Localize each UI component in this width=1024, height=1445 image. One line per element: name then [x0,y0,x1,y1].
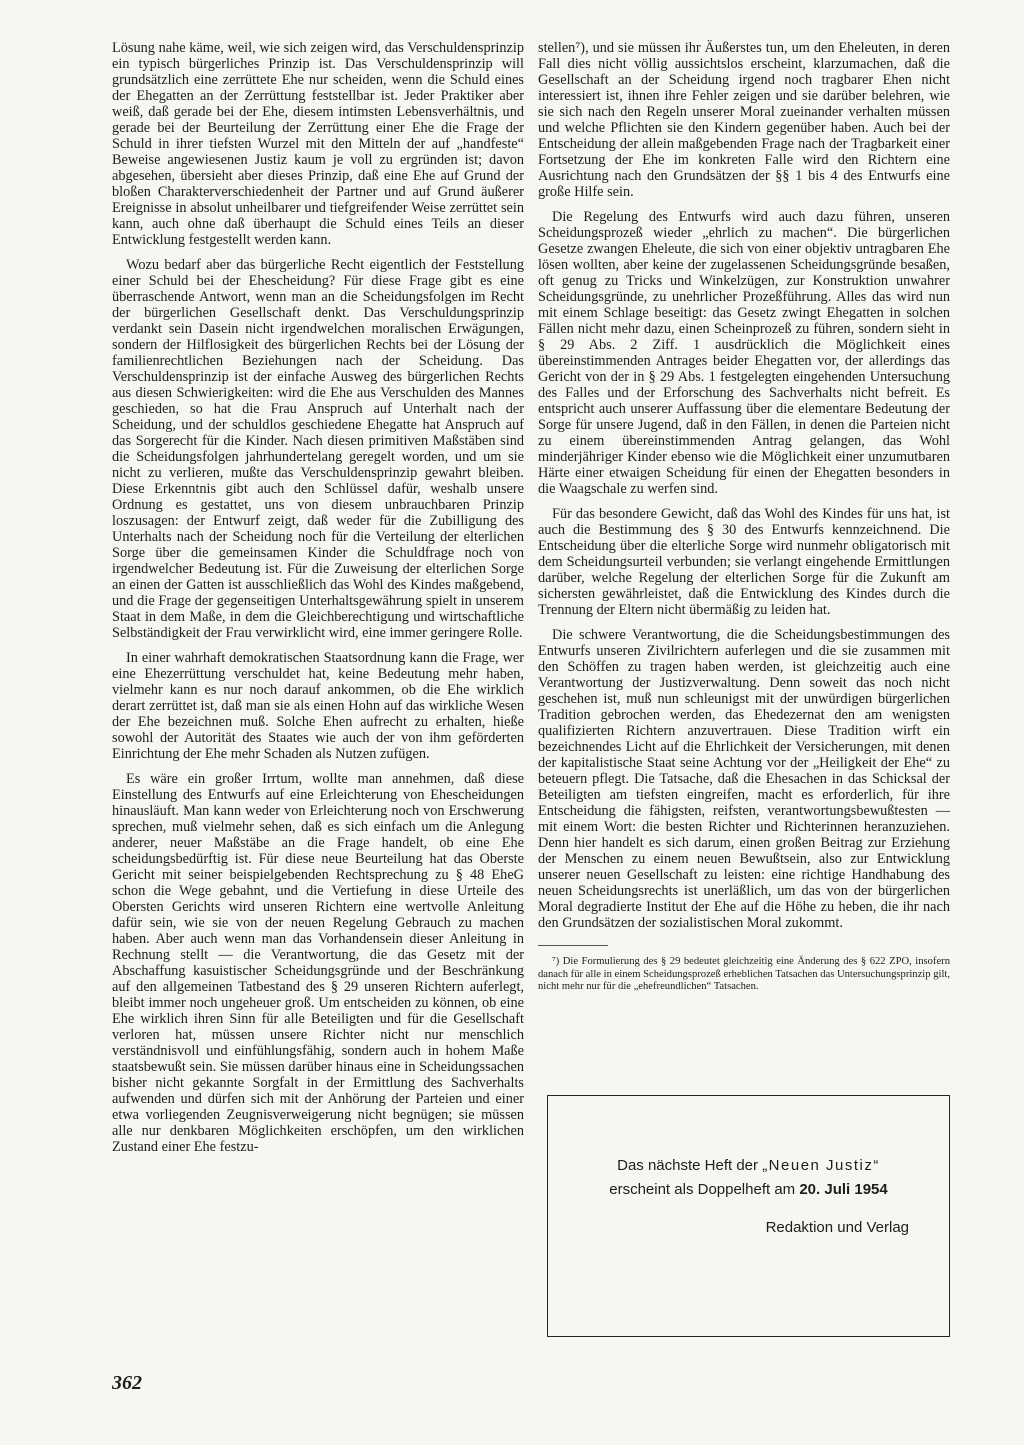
paragraph: Für das besondere Gewicht, daß das Wohl des Kindes für uns hat, ist auch die Bestimmung des § 30 des Entwurfs kennzeichnend. Die Entscheidung über die elterliche Sorge wird nunmehr obligatorisch mit dem Scheidungsurteil verbunden; sie verlangt eingehende Ermittlungen darüber, welche Regelung der elterlichen Sorge für die Zukunft am sichersten gewährleistet, daß die Entwicklung des Kindes durch die Trennung der Eltern nicht übermäßig zu leiden hat. [538,506,950,618]
notice-box [547,1095,950,1337]
footnote: ⁷) Die Formulierung des § 29 bedeutet gleichzeitig eine Änderung des § 622 ZPO, insofern danach für alle in einem Scheidungsprozeß erheblichen Tatsachen das Untersuchungsprinzip gilt, nicht mehr nur für die „ehefreundlichen“ Tatsachen. [538,956,950,992]
notice-credit: Redaktion und Verlag [765,1219,909,1236]
notice-prefix-2: erscheint als Doppelheft am [609,1181,800,1198]
page-number: 362 [112,1372,142,1394]
paragraph: Es wäre ein großer Irrtum, wollte man annehmen, daß diese Einstellung des Entwurfs auf eine Erleichterung von Ehescheidungen hinausläuft. Man kann weder von Erleichterung noch von Erschwerung sprechen, muß vielmehr sehen, daß es sich einfach um die Anlegung anderer, neuer Maßstäbe an die Frage handelt, ob eine Ehe scheidungsbedürftig ist. Für diese neue Beurteilung hat das Oberste Gericht mit seiner beispielgebenden Rechtsprechung zu § 48 EheG schon die Wege gebahnt, und die Vertiefung in diese Urteile des Obersten Gerichts wird unseren Richtern eine wertvolle Anleitung dafür sein, wie sie von der neuen Regelung Gebrauch zu machen haben. Aber auch wenn man das Vorhandensein dieser Anleitung in Rechnung stellt — die Verantwortung, die das Gesetz mit der Abschaffung kasuistischer Scheidungsgründe und der Beschränkung auf den allgemeinen Tatbestand des § 29 unseren Richtern auferlegt, bleibt immer noch ungeheuer groß. Um entscheiden zu können, ob eine Ehe wirklich ihren Sinn für alle Beteiligten und für die Gesellschaft verloren hat, müssen unsere Richter nicht nur menschlich verständnisvoll und einfühlungsfähig, sondern auch in hohem Maße staatsbewußt sein. Sie müssen darüber hinaus eine in Scheidungssachen bisher nicht gekannte Sorgfalt in der Ermittlung des Sachverhalts aufwenden und dürfen sich mit der Anhörung der Parteien und einer etwa vorliegenden Zeugnisverweigerung nicht begnügen; sie müssen alle nur denkbaren Möglichkeiten erschöpfen, um den wirklichen Zustand einer Ehe festzu- [112,771,524,1155]
issue-date: 20. Juli 1954 [799,1181,888,1198]
journal-title: „Neuen Justiz“ [762,1157,880,1174]
paragraph: stellen⁷), und sie müssen ihr Äußerstes tun, um den Eheleuten, in deren Fall dies nicht völlig aussichtslos erscheint, klarzumachen, daß die Gesellschaft an der Scheidung irgend noch tragbarer Ehen nicht interessiert ist, ihnen ihre Fehler zeigen und sie darüber belehren, wie sie sich nach den Regeln unserer Moral zueinander verhalten müssen und welche Pflichten sie den Kindern gegenüber haben. Auch bei der Entscheidung der allein maßgebenden Frage nach der Tragbarkeit einer Fortsetzung der Ehe im konkreten Falle wird den Richtern eine Ausrichtung nach den Grundsätzen der §§ 1 bis 4 des Entwurfs eine große Hilfe sein. [538,40,950,200]
paragraph: Wozu bedarf aber das bürgerliche Recht eigentlich der Feststellung einer Schuld bei der Ehescheidung? Für diese Frage gibt es eine überraschende Antwort, wenn man an die Scheidungsfolgen im Recht der bürgerlichen Gesellschaft denkt. Das Verschuldungsprinzip verdankt sein Dasein nicht irgendwelchen moralischen Erwägungen, sondern der Hilflosigkeit des bürgerlichen Rechts bei der Lösung der familienrechtlichen Beziehungen nach der Scheidung. Das Verschuldensprinzip ist der einfache Ausweg des bürgerlichen Rechts aus diesen Schwierigkeiten: wird die Ehe aus Verschulden des Mannes geschieden, so hat die Frau Anspruch auf Unterhalt nach der Scheidung, und der schuldlos geschiedene Ehegatte hat Anspruch auf das Sorgerecht für die Kinder. Nach diesen primitiven Maßstäben sind die Scheidungsfolgen jahrhundertelang geregelt worden, und um sie nicht zu verlieren, mußte das Verschuldensprinzip gewahrt bleiben. Diese Erkenntnis gibt auch den Schlüssel dafür, weshalb unsere Ordnung es gestattet, uns von diesem unbrauchbaren Prinzip loszusagen: der Entwurf zeigt, daß weder für die Zubilligung des Unterhalts nach der Scheidung noch für die Verteilung der elterlichen Sorge über die gemeinsamen Kinder die Schuldfrage noch von irgendwelcher Bedeutung ist. Für die Zuweisung der elterlichen Sorge an einen der Gatten ist ausschließlich das Wohl des Kindes maßgebend, und die Frage der gegenseitigen Unterhaltsgewährung spielt in unserem Staat in dem Maße, in dem die Gleichberechtigung und wirtschaftliche Selbständigkeit der Frau verwirklicht wird, eine immer geringere Rolle. [112,257,524,641]
left-column [112,40,524,1164]
notice-line-2 [548,1178,949,1202]
paragraph: Lösung nahe käme, weil, wie sich zeigen wird, das Verschuldensprinzip ein typisch bürgerliches Prinzip ist. Das Verschuldensprinzip will grundsätzlich eine zerrüttete Ehe nur scheiden, wenn die Schuld eines der Ehegatten an der Zerrüttung feststellbar ist. Jeder Praktiker aber weiß, daß gerade bei der Ehe, diesem intimsten Lebensverhältnis, und gerade bei der Beurteilung der Zerrüttung einer Ehe die Frage der Schuld in ihrer tiefsten Wurzel mit den Mitteln der auf „handfeste“ Beweise angewiesenen Justiz kaum je voll zu ergründen ist; davon abgesehen, übersieht aber dieses Prinzip, daß eine Ehe auf Grund der bloßen Charakterverschiedenheit der Partner und auf Grund äußerer Ereignisse in absolut unheilbarer und tiefgreifender Weise zerrüttet sein kann, auch ohne daß überhaupt die Schuld eines Teils an dieser Entwicklung festgestellt werden kann. [112,40,524,248]
notice-prefix: Das nächste Heft der [617,1157,763,1174]
right-column [538,40,950,994]
footnote-divider [538,945,608,946]
paragraph: Die schwere Verantwortung, die die Scheidungsbestimmungen des Entwurfs unseren Zivilrichtern auferlegen und die sie zusammen mit den Schöffen zu tragen haben werden, ist gleichzeitig auch eine Verantwortung der Justizverwaltung. Denn soweit das noch nicht geschehen ist, muß nun schleunigst mit der unwürdigen bürgerlichen Tradition gebrochen werden, das Ehedezernat den am wenigsten qualifizierten Richtern anzuvertrauen. Diese Tradition wirft ein bezeichnendes Licht auf die Ehrlichkeit der Versicherungen, mit denen der kapitalistische Staat seine Achtung vor der „Heiligkeit der Ehe“ zu beteuern pflegt. Die Tatsache, daß die Ehesachen in das Schicksal der Beteiligten am tiefsten eingreifen, macht es erforderlich, für ihre Entscheidung die fähigsten, reifsten, verantwortungsbewußtesten — mit einem Wort: die besten Richter und Richterinnen heranzuziehen. Denn hier handelt es sich darum, einen großen Beitrag zur Erziehung der Menschen zu einem neuen Bewußtsein, also zur Entwicklung unserer neuen Gesellschaft zu leisten: eine richtige Handhabung des neuen Scheidungsrechts ist unerläßlich, um das von der bürgerlichen Moral degradierte Institut der Ehe auf die Höhe zu heben, die ihr nach den Grundsätzen der sozialistischen Moral zukommt. [538,627,950,931]
notice-line-1 [548,1154,949,1178]
paragraph: In einer wahrhaft demokratischen Staatsordnung kann die Frage, wer eine Ehezerrüttung verschuldet hat, keine Bedeutung mehr haben, vielmehr kann es nur noch darauf ankommen, ob die Ehe wirklich derart zerrüttet ist, daß man sie als einen Hohn auf das wirkliche Wesen der Ehe bezeichnen muß. Solche Ehen aufrecht zu erhalten, hieße sowohl der Autorität des Staates wie auch der von ihm geförderten Einrichtung der Ehe mehr Schaden als Nutzen zufügen. [112,650,524,762]
paragraph: Die Regelung des Entwurfs wird auch dazu führen, unseren Scheidungsprozeß wieder „ehrlich zu machen“. Die bürgerlichen Gesetze zwangen Eheleute, die sich von einer objektiv untragbaren Ehe lösen wollten, aber keine der zugelassenen Scheidungsgründe besaßen, oft genug zu Tricks und Winkelzügen, zur Konstruktion unwahrer Scheidungsgründe, zu unehrlicher Prozeßführung. Alles das wird nun mit einem Schlage beseitigt: das Gesetz zwingt Ehegatten in solchen Fällen nicht mehr dazu, einen Scheinprozeß zu führen, sondern sieht in § 29 Abs. 2 Ziff. 1 ausdrücklich die Möglichkeit eines übereinstimmenden Antrages beider Ehegatten vor, der allerdings das Gericht von der in § 29 Abs. 1 festgelegten eingehenden Untersuchung des Falles und der Erforschung des Sachverhalts nicht befreit. Es entspricht auch unserer Auffassung über die elementare Bedeutung der Sorge für unsere Jugend, daß in den Fällen, in denen die Parteien nicht zu einem übereinstimmenden Antrag gelangen, das Wohl minderjähriger Kinder ebenso wie die Möglichkeit einer unzumutbaren Härte einer etwaigen Scheidung für einen der Ehegatten besonders in die Waagschale zu werfen sind. [538,209,950,497]
